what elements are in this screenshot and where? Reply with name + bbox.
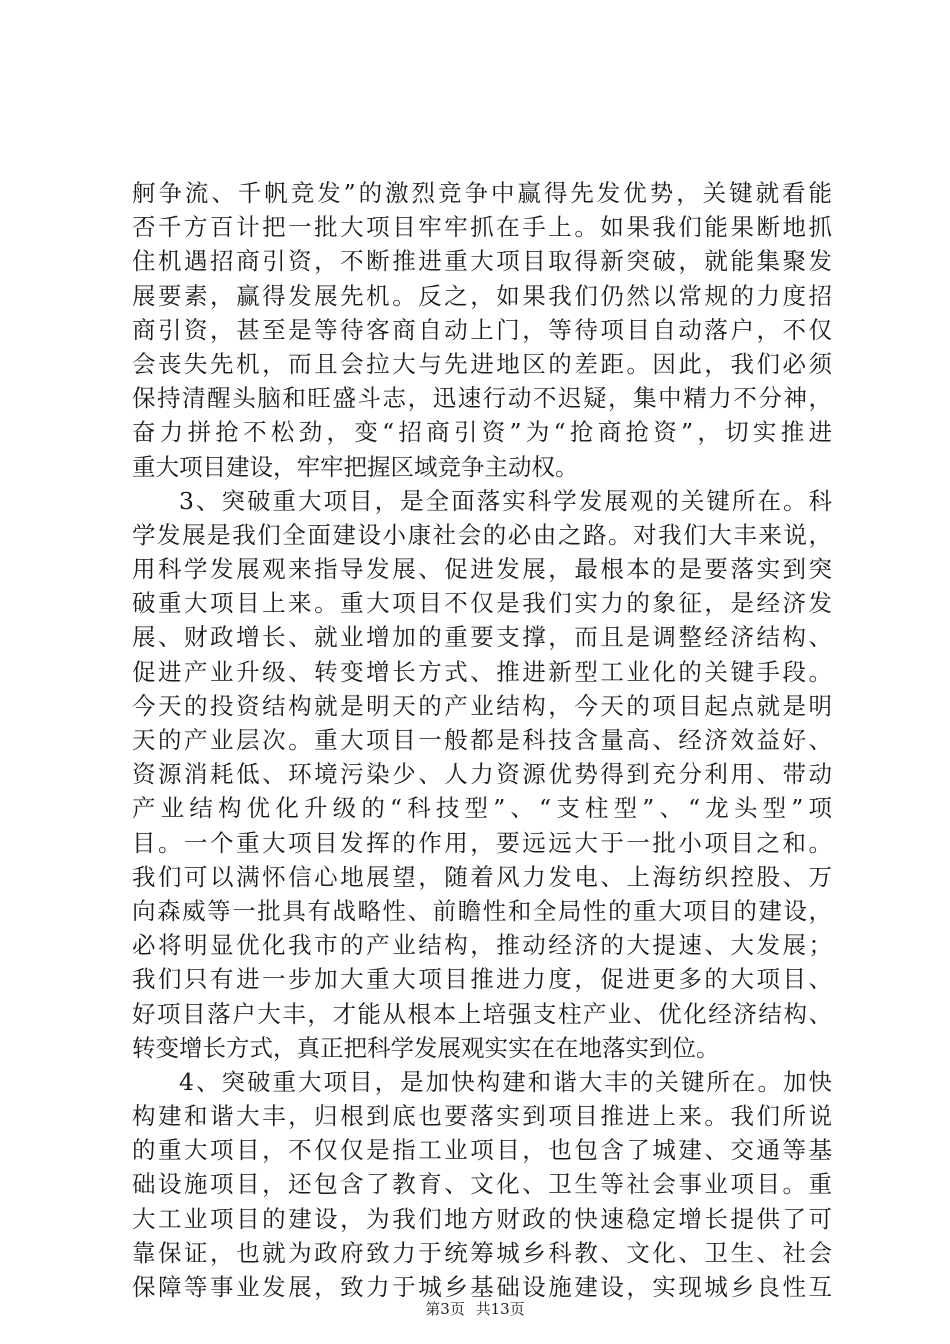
text-line: 靠保证，也就为政府致力于统筹城乡科教、文化、卫生、社会 bbox=[132, 1238, 832, 1267]
page-total: 共13页 bbox=[475, 1300, 525, 1318]
text-line: 大工业项目的建设，为我们地方财政的快速稳定增长提供了可 bbox=[132, 1204, 832, 1233]
text-line: 今天的投资结构就是明天的产业结构，今天的项目起点就是明 bbox=[132, 691, 832, 720]
text-line: 转变增长方式，真正把科学发展观实实在在地落实到位。 bbox=[132, 1033, 720, 1062]
text-line: 重大项目建设，牢牢把握区域竞争主动权。 bbox=[132, 452, 579, 481]
text-line: 础设施项目，还包含了教育、文化、卫生等社会事业项目。重 bbox=[132, 1170, 832, 1199]
text-line: 3、突破重大项目，是全面落实科学发展观的关键所在。科 bbox=[179, 486, 832, 515]
text-line: 4、突破重大项目，是加快构建和谐大丰的关键所在。加快 bbox=[179, 1067, 832, 1096]
text-line: 向森威等一批具有战略性、前瞻性和全局性的重大项目的建设， bbox=[132, 896, 832, 925]
text-line: 奋力拼抢不松劲，变“招商引资”为“抢商抢资”，切实推进 bbox=[132, 418, 832, 447]
text-line: 资源消耗低、环境污染少、人力资源优势得到充分利用、带动 bbox=[132, 760, 832, 789]
text-line: 我们可以满怀信心地展望，随着风力发电、上海纺织控股、万 bbox=[132, 862, 832, 891]
text-line: 学发展是我们全面建设小康社会的必由之路。对我们大丰来说， bbox=[132, 520, 832, 549]
text-line: 商引资，甚至是等待客商自动上门，等待项目自动落户，不仅 bbox=[132, 315, 832, 344]
text-line: 的重大项目，不仅仅是指工业项目，也包含了城建、交通等基 bbox=[132, 1136, 832, 1165]
page-number: 第3页 bbox=[425, 1300, 465, 1318]
text-line: 必将明显优化我市的产业结构，推动经济的大提速、大发展； bbox=[132, 931, 832, 960]
text-line: 展要素，赢得发展先机。反之，如果我们仍然以常规的力度招 bbox=[132, 281, 832, 310]
text-line: 产业结构优化升级的“科技型”、“支柱型”、“龙头型”项 bbox=[132, 794, 832, 823]
text-line: 促进产业升级、转变增长方式、推进新型工业化的关键手段。 bbox=[132, 657, 832, 686]
text-line: 目。一个重大项目发挥的作用，要远远大于一批小项目之和。 bbox=[132, 828, 832, 857]
text-line: 保持清醒头脑和旺盛斗志，迅速行动不迟疑，集中精力不分神， bbox=[132, 384, 832, 413]
page-footer bbox=[0, 1298, 950, 1319]
text-line: 会丧失先机，而且会拉大与先进地区的差距。因此，我们必须 bbox=[132, 349, 832, 378]
text-line: 展、财政增长、就业增加的重要支撑，而且是调整经济结构、 bbox=[132, 623, 832, 652]
text-line: 用科学发展观来指导发展、促进发展，最根本的是要落实到突 bbox=[132, 555, 832, 584]
text-line: 好项目落户大丰，才能从根本上培强支柱产业、优化经济结构、 bbox=[132, 999, 832, 1028]
text-line: 破重大项目上来。重大项目不仅是我们实力的象征，是经济发 bbox=[132, 589, 832, 618]
text-line: 我们只有进一步加大重大项目推进力度，促进更多的大项目、 bbox=[132, 965, 832, 994]
text-line: 住机遇招商引资，不断推进重大项目取得新突破，就能集聚发 bbox=[132, 247, 832, 276]
text-line: 构建和谐大丰，归根到底也要落实到项目推进上来。我们所说 bbox=[132, 1102, 832, 1131]
text-line: 否千方百计把一批大项目牢牢抓在手上。如果我们能果断地抓 bbox=[132, 213, 832, 242]
text-line: 天的产业层次。重大项目一般都是科技含量高、经济效益好、 bbox=[132, 726, 832, 754]
text-line: 保障等事业发展，致力于城乡基础设施建设，实现城乡良性互 bbox=[132, 1273, 832, 1301]
body-text bbox=[132, 176, 832, 1304]
text-line: 舸争流、千帆竞发”的激烈竞争中赢得先发优势，关键就看能 bbox=[132, 179, 832, 207]
